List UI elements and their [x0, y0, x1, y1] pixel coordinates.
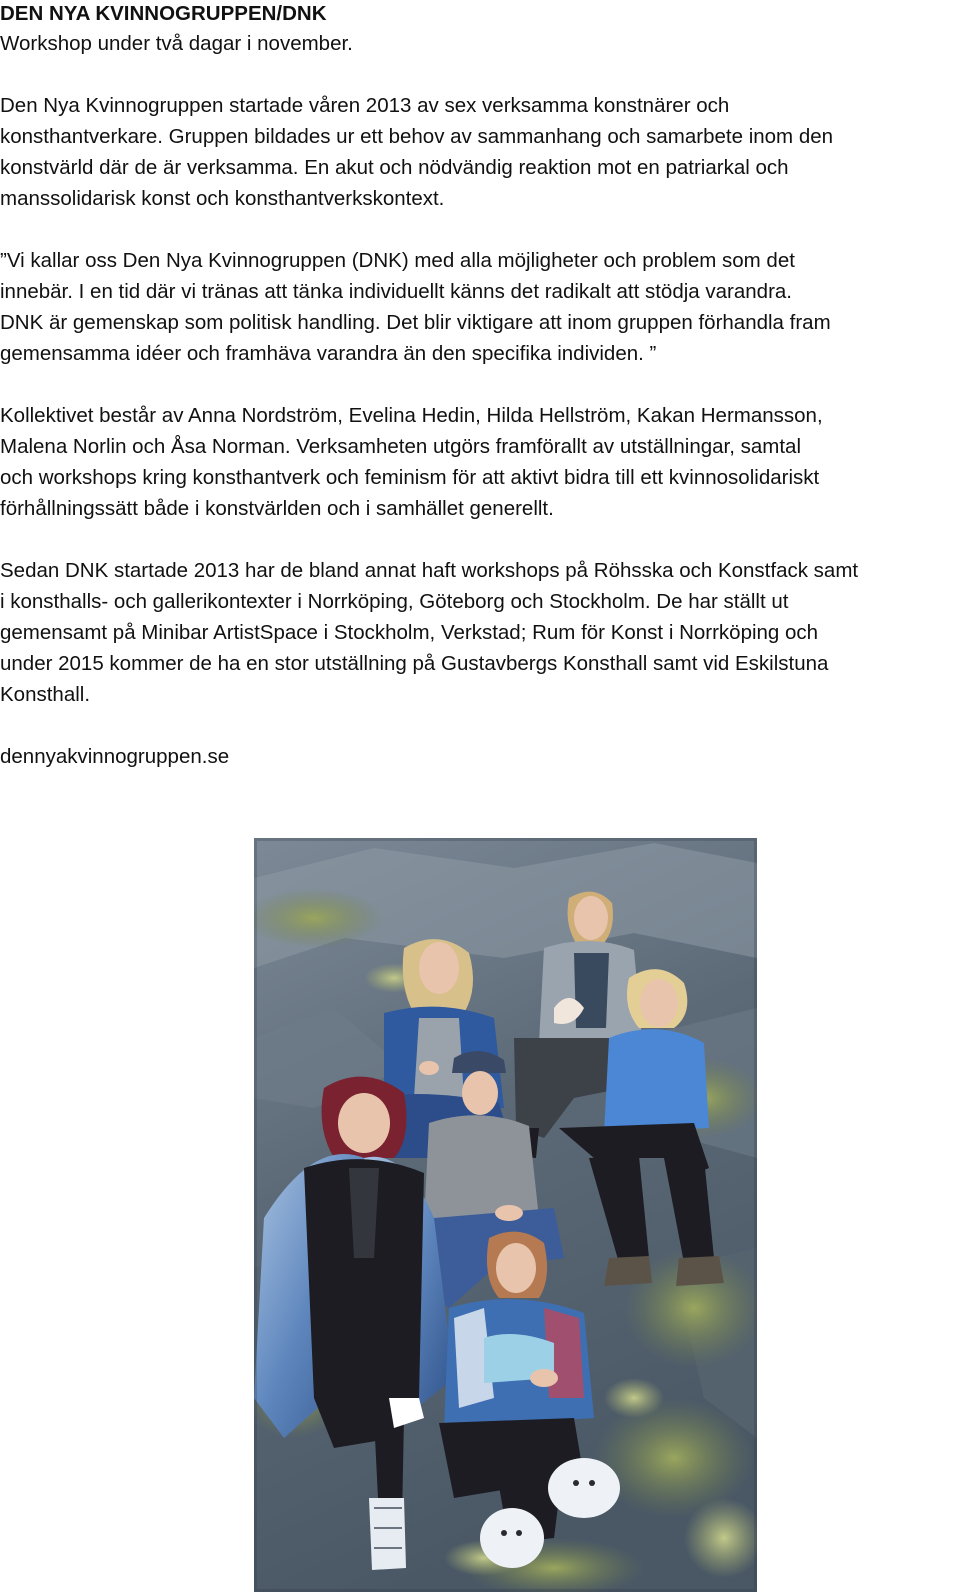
paragraph-line: ”Vi kallar oss Den Nya Kvinnogruppen (DNK) med alla möjligheter och problem som det [0, 249, 795, 272]
paragraph-line: Konsthall. [0, 683, 91, 706]
document-text [0, 0, 958, 772]
paragraph-line: Den Nya Kvinnogruppen startade våren 2013 av sex verksamma konstnärer och [0, 94, 730, 117]
paragraph-line: Sedan DNK startade 2013 har de bland annat haft workshops på Röhsska och Konstfack samt [0, 559, 859, 582]
paragraph-collective [0, 400, 958, 524]
paragraph-line: gemensamt på Minibar ArtistSpace i Stockholm, Verkstad; Rum för Konst i Norrköping och [0, 621, 819, 644]
paragraph-line: innebär. I en tid där vi tränas att tänka individuellt känns det radikalt att stödja varandra. [0, 280, 792, 303]
paragraph-intro [0, 90, 958, 214]
group-photo-illustration [254, 838, 757, 1592]
paragraph-quote [0, 245, 958, 369]
paragraph-line: i konsthalls- och gallerikontexter i Norrköping, Göteborg och Stockholm. De har ställt ut [0, 590, 789, 613]
paragraph-line: gemensamma idéer och framhäva varandra än den specifika individen. ” [0, 342, 657, 365]
document-subtitle: Workshop under två dagar i november. [0, 32, 353, 55]
paragraph-line: Kollektivet består av Anna Nordström, Evelina Hedin, Hilda Hellström, Kakan Hermansson, [0, 404, 823, 427]
document-title: DEN NYA KVINNOGRUPPEN/DNK [0, 2, 327, 25]
website-link[interactable]: dennyakvinnogruppen.se [0, 745, 230, 768]
paragraph-line: Malena Norlin och Åsa Norman. Verksamheten utgörs framförallt av utställningar, samtal [0, 435, 802, 458]
paragraph-line: konstvärld där de är verksamma. En akut och nödvändig reaktion mot en patriarkal och [0, 156, 789, 179]
paragraph-line: DNK är gemenskap som politisk handling. Det blir viktigare att inom gruppen förhandla fram [0, 311, 831, 334]
group-photo [254, 838, 757, 1592]
paragraph-line: manssolidarisk konst och konsthantverkskontext. [0, 187, 445, 210]
paragraph-line: under 2015 kommer de ha en stor utställning på Gustavbergs Konsthall samt vid Eskilstuna [0, 652, 829, 675]
paragraph-line: förhållningssätt både i konstvärlden och i samhället generellt. [0, 497, 554, 520]
paragraph-history [0, 555, 958, 710]
paragraph-line: konsthantverkare. Gruppen bildades ur ett behov av sammanhang och samarbete inom den [0, 125, 834, 148]
paragraph-line: och workshops kring konsthantverk och feminism för att aktivt bidra till ett kvinnosolidariskt [0, 466, 820, 489]
